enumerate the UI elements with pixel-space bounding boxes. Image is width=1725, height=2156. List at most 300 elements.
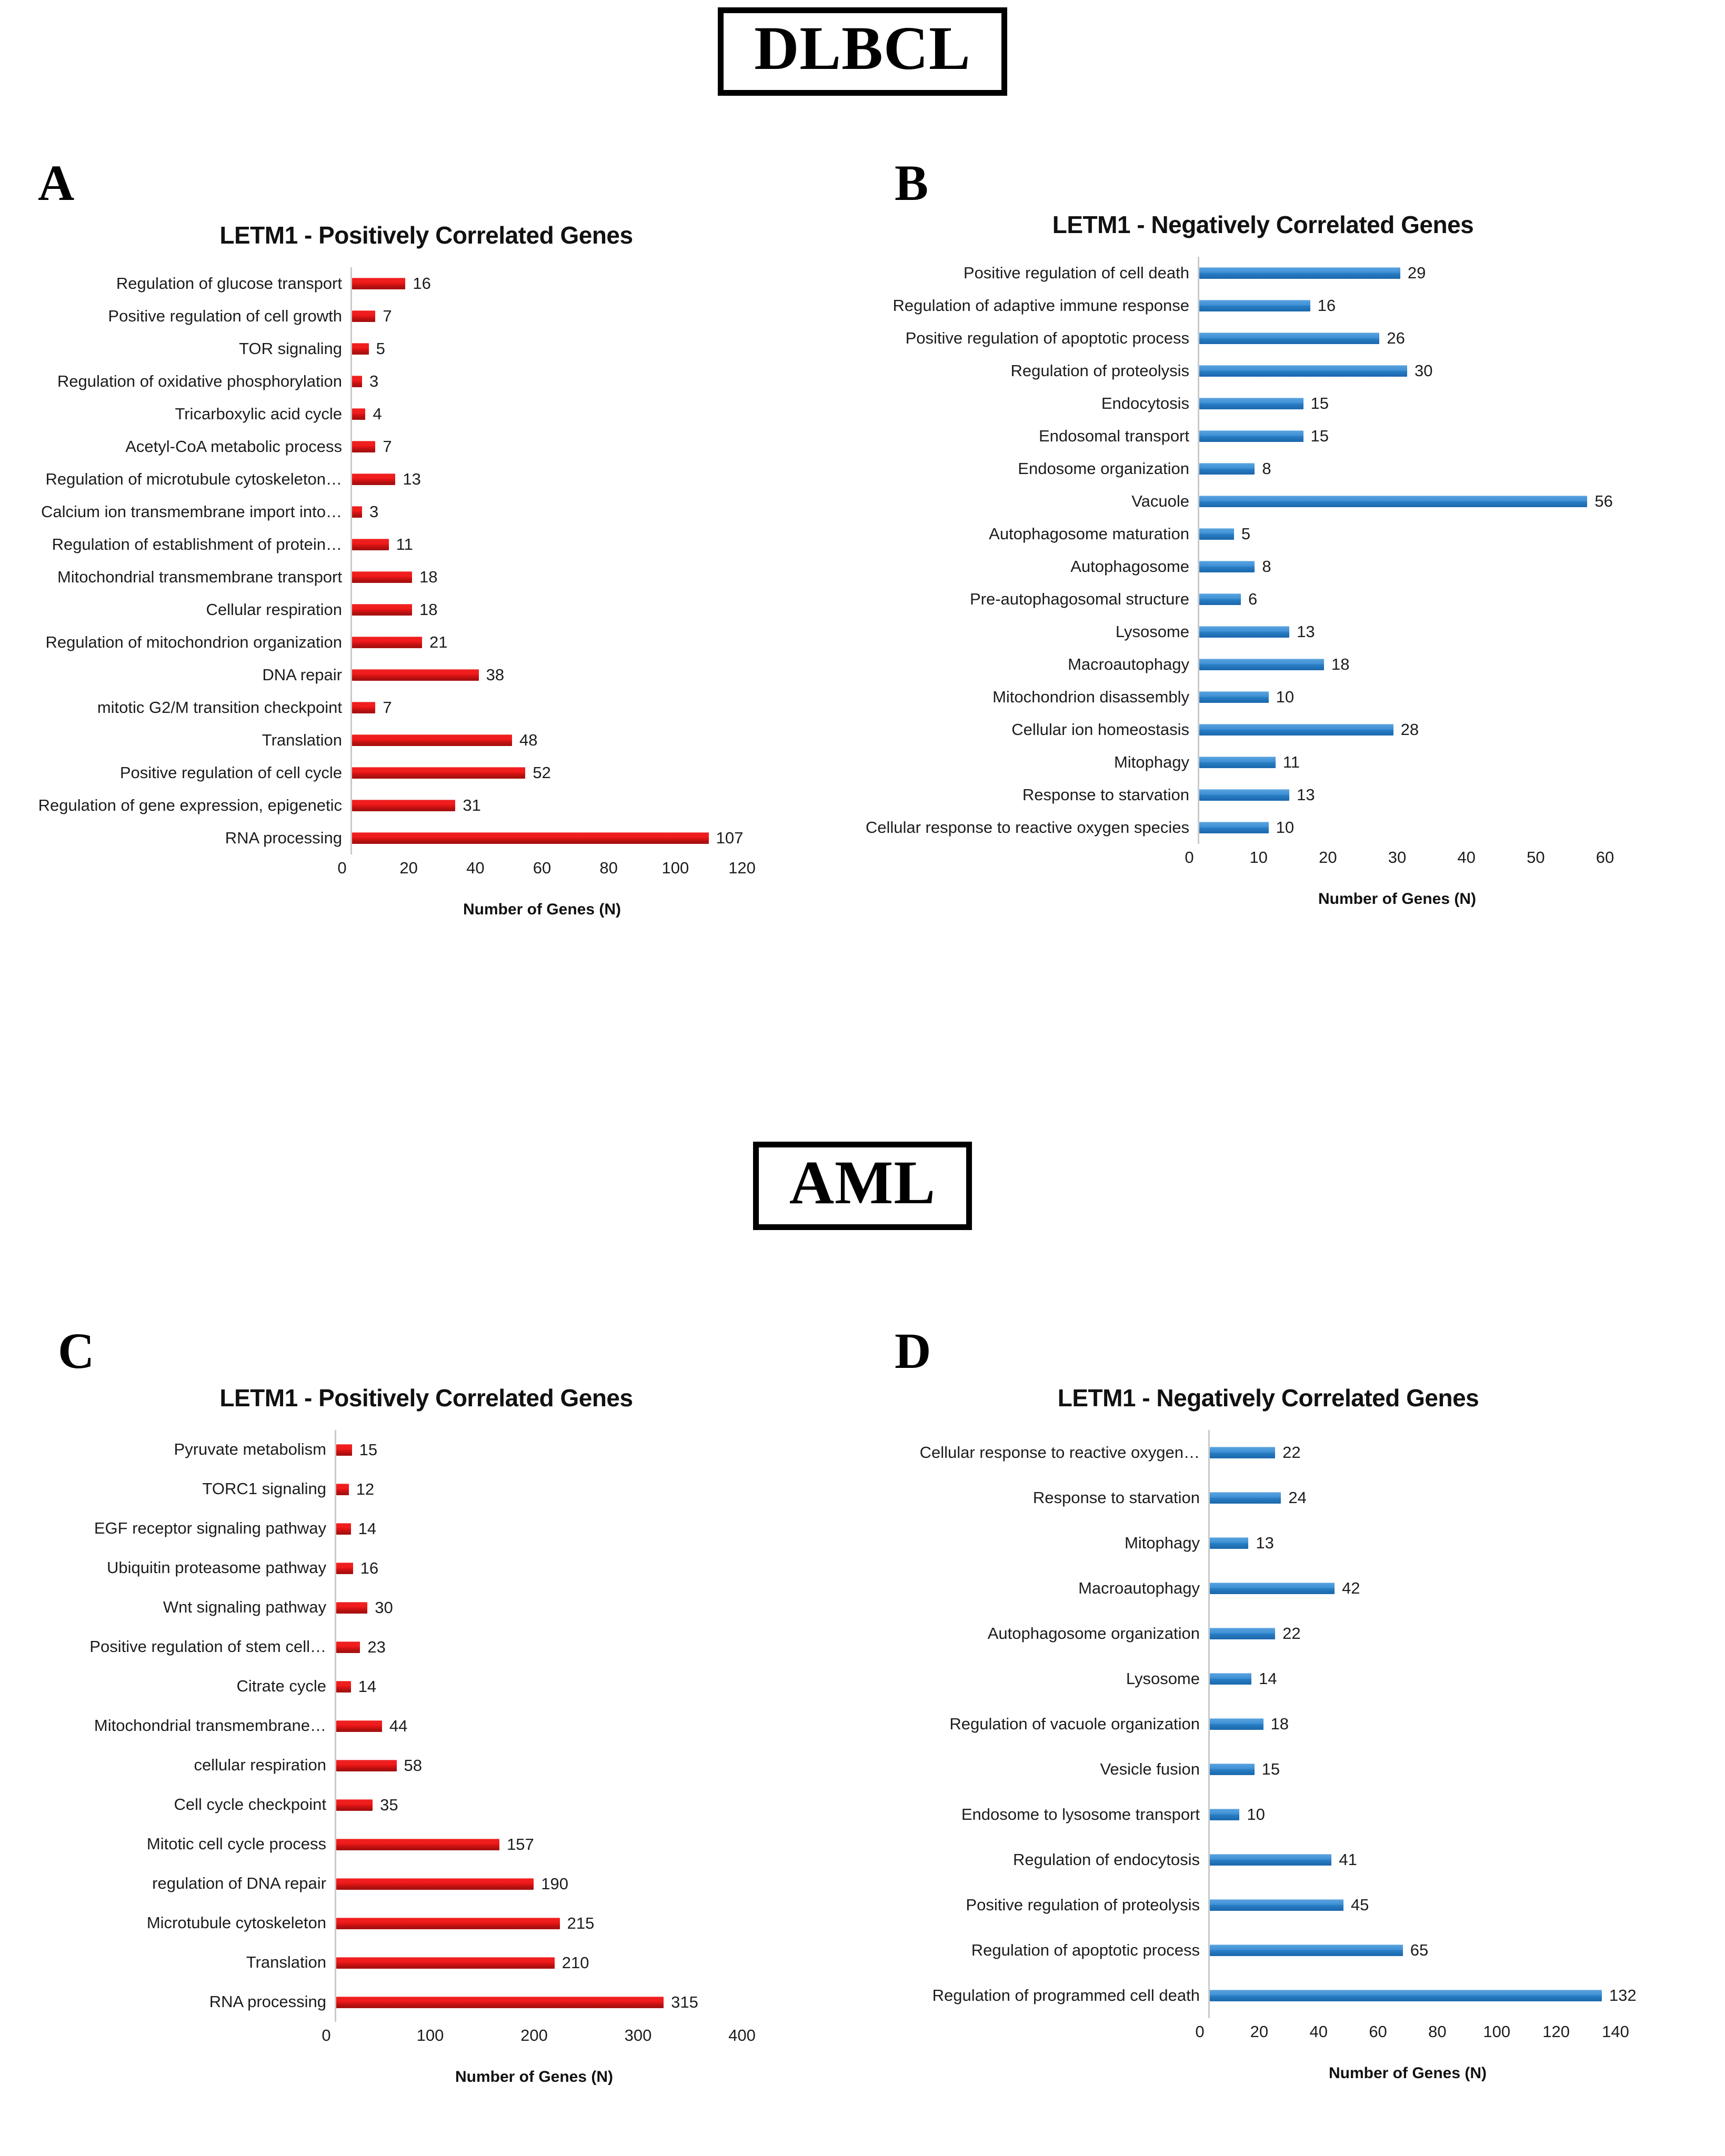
bar-category-label: regulation of DNA repair <box>152 1875 326 1893</box>
bar-track <box>350 365 821 398</box>
bar <box>1199 333 1379 344</box>
bar-track <box>350 528 821 561</box>
bar-track <box>1208 1656 1694 1701</box>
bar-row <box>32 267 821 300</box>
bar-track <box>335 1785 821 1825</box>
bar-category-label: Regulation of glucose transport <box>116 274 342 293</box>
bar-row <box>32 365 821 398</box>
bar <box>1199 300 1310 311</box>
bar <box>1199 496 1587 507</box>
bar-value-label: 190 <box>541 1874 568 1893</box>
bar-category-label: Regulation of oxidative phosphorylation <box>57 372 342 390</box>
bar-category-label: Cell cycle checkpoint <box>174 1796 326 1814</box>
bar-row <box>842 1747 1694 1792</box>
x-axis-tick-label: 100 <box>416 2026 444 2044</box>
bar-row <box>842 1928 1694 1973</box>
x-axis-tick-label: 20 <box>1319 848 1337 867</box>
bar-value-label: 7 <box>383 698 392 717</box>
bar-track <box>335 1746 821 1785</box>
bar-value-label: 21 <box>429 633 448 651</box>
chart-b-axis <box>842 844 1684 876</box>
section-header-aml <box>0 1142 1725 1230</box>
bar <box>352 539 389 550</box>
bar <box>1210 1583 1335 1594</box>
chart-d-axis-title: Number of Genes (N) <box>1328 2064 1487 2082</box>
bar-track <box>1198 485 1684 518</box>
bar-track <box>1198 713 1684 746</box>
bar-track <box>1208 1701 1694 1747</box>
bar <box>352 278 405 289</box>
bar-track <box>1198 322 1684 355</box>
section-header-dlbcl <box>0 7 1725 96</box>
bar-value-label: 18 <box>1331 655 1350 673</box>
chart-b-rows <box>842 257 1684 844</box>
bar <box>1199 691 1269 703</box>
bar-row <box>842 420 1684 452</box>
bar-value-label: 38 <box>486 666 505 684</box>
bar-category-label: Endocytosis <box>1101 394 1189 412</box>
bar-track <box>1208 1973 1694 2018</box>
bar-value-label: 13 <box>1297 785 1315 804</box>
bar-value-label: 18 <box>1270 1715 1289 1733</box>
bar-track <box>350 398 821 430</box>
bar-category-label: Cellular ion homeostasis <box>1011 720 1189 739</box>
bar-row <box>842 1566 1694 1611</box>
bar <box>352 473 395 485</box>
chart-panel-b <box>842 210 1684 908</box>
bar-track <box>350 333 821 365</box>
bar-category-label: Acetyl-CoA metabolic process <box>125 437 342 456</box>
bar-row <box>842 779 1684 811</box>
bar-category-label: TOR signaling <box>239 339 342 358</box>
bar-track <box>335 1825 821 1864</box>
bar <box>336 1641 360 1653</box>
x-axis-tick-label: 50 <box>1527 848 1545 867</box>
bar-row <box>32 1785 821 1825</box>
panel-letter-a: A <box>38 155 75 211</box>
bar-row <box>32 593 821 626</box>
bar-track <box>335 1982 821 2022</box>
aml-title-box <box>753 1142 972 1230</box>
x-axis-tick-label: 140 <box>1602 2022 1629 2041</box>
bar-value-label: 13 <box>1256 1534 1274 1552</box>
bar <box>1210 1945 1403 1956</box>
x-axis-tick-label: 0 <box>1185 848 1194 867</box>
bar-category-label: Lysosome <box>1115 622 1189 641</box>
bar <box>1199 365 1407 377</box>
bar <box>1199 267 1400 279</box>
bar-row <box>32 1825 821 1864</box>
bar-value-label: 16 <box>413 274 431 293</box>
bar <box>352 832 709 844</box>
bar-category-label: Response to starvation <box>1032 1488 1200 1507</box>
bar-category-label: Lysosome <box>1126 1669 1200 1688</box>
bar-value-label: 45 <box>1350 1896 1369 1914</box>
bar <box>352 441 375 452</box>
x-axis-tick-label: 80 <box>599 859 618 877</box>
bar-value-label: 210 <box>561 1953 589 1972</box>
bar-row <box>32 1509 821 1548</box>
bar-track <box>1198 355 1684 387</box>
x-axis-tick-label: 100 <box>1483 2022 1511 2041</box>
bar-value-label: 16 <box>360 1558 379 1577</box>
bar-value-label: 5 <box>376 339 385 358</box>
bar-row <box>32 561 821 593</box>
bar-row <box>842 257 1684 289</box>
bar-track <box>1208 1611 1694 1656</box>
bar-row <box>32 1706 821 1746</box>
chart-b-axis-title: Number of Genes (N) <box>1318 890 1477 908</box>
bar-category-label: Citrate cycle <box>236 1677 326 1696</box>
bar <box>1199 822 1269 833</box>
bar-track <box>1198 583 1684 616</box>
bar-row <box>32 333 821 365</box>
bar-row <box>842 1430 1694 1475</box>
bar <box>1199 398 1303 409</box>
chart-a-rows <box>32 267 821 854</box>
bar-row <box>32 1667 821 1706</box>
bar-value-label: 48 <box>519 731 538 749</box>
bar-category-label: Positive regulation of stem cell… <box>89 1638 326 1656</box>
bar-value-label: 7 <box>383 307 392 325</box>
bar <box>352 767 525 779</box>
bar-row <box>32 626 821 659</box>
bar <box>336 1799 373 1811</box>
bar-value-label: 18 <box>419 568 438 586</box>
chart-a-axis-title: Number of Genes (N) <box>463 901 621 918</box>
bar-category-label: Cellular response to reactive oxygen species <box>865 818 1189 837</box>
bar-row <box>842 746 1684 779</box>
bar <box>1210 1537 1248 1549</box>
bar <box>336 1602 367 1614</box>
bar-row <box>32 789 821 822</box>
bar-value-label: 30 <box>375 1598 393 1617</box>
bar-row <box>32 724 821 757</box>
bar-track <box>1198 811 1684 844</box>
bar <box>1210 1899 1343 1911</box>
x-axis-tick-label: 60 <box>533 859 551 877</box>
bar-row <box>842 1656 1694 1701</box>
bar <box>1199 626 1289 638</box>
bar-category-label: Regulation of endocytosis <box>1012 1850 1200 1869</box>
bar <box>352 604 412 616</box>
bar <box>1199 593 1241 605</box>
bar-category-label: Endosome to lysosome transport <box>961 1805 1200 1823</box>
bar-category-label: Macroautophagy <box>1078 1579 1200 1597</box>
bar-track <box>335 1430 821 1469</box>
bar-category-label: Regulation of mitochondrion organization <box>45 633 342 651</box>
x-axis-tick-label: 30 <box>1388 848 1407 867</box>
bar-value-label: 5 <box>1241 525 1251 543</box>
bar-row <box>842 681 1684 713</box>
bar-category-label: Regulation of apoptotic process <box>971 1941 1200 1959</box>
x-axis-tick-label: 0 <box>1195 2022 1205 2041</box>
bar-track <box>335 1943 821 1982</box>
bar-row <box>32 691 821 724</box>
bar-track <box>1198 746 1684 779</box>
panel-letter-b: B <box>895 155 929 211</box>
bar-row <box>32 398 821 430</box>
x-axis-tick-label: 80 <box>1428 2022 1447 2041</box>
bar <box>1199 430 1303 442</box>
bar-value-label: 52 <box>533 763 551 782</box>
bar <box>1210 1628 1275 1639</box>
bar-category-label: Response to starvation <box>1022 785 1189 804</box>
bar <box>1199 463 1255 475</box>
bar-category-label: Mitophagy <box>1124 1534 1200 1552</box>
bar-row <box>32 822 821 854</box>
bar-category-label: RNA processing <box>225 829 342 847</box>
bar-value-label: 157 <box>507 1835 534 1853</box>
bar <box>1199 659 1324 670</box>
bar <box>1199 561 1255 572</box>
bar-row <box>32 1548 821 1588</box>
bar-row <box>842 289 1684 322</box>
bar-value-label: 7 <box>383 437 392 456</box>
bar-track <box>335 1903 821 1943</box>
bar <box>336 1957 555 1969</box>
bar <box>1210 1990 1602 2001</box>
bar-track <box>350 626 821 659</box>
bar-row <box>842 485 1684 518</box>
bar-track <box>350 822 821 854</box>
bar-row <box>32 659 821 691</box>
bar <box>352 310 375 322</box>
bar-value-label: 4 <box>373 405 382 423</box>
x-axis-tick-label: 120 <box>1542 2022 1570 2041</box>
chart-c-title: LETM1 - Positively Correlated Genes <box>219 1384 633 1412</box>
bar-row <box>32 496 821 528</box>
bar-category-label: cellular respiration <box>194 1756 326 1775</box>
bar-value-label: 8 <box>1262 459 1271 478</box>
bar-category-label: Positive regulation of cell death <box>963 264 1189 282</box>
bar-track <box>1198 779 1684 811</box>
bar-track <box>350 496 821 528</box>
bar-row <box>32 1469 821 1509</box>
bar-track <box>1208 1475 1694 1520</box>
bar-track <box>1198 648 1684 681</box>
bar-value-label: 11 <box>396 535 413 553</box>
x-axis-tick-label: 200 <box>520 2026 548 2044</box>
bar <box>336 1918 560 1929</box>
bar-track <box>1208 1792 1694 1837</box>
chart-a-plot <box>32 267 821 919</box>
bar-row <box>842 1792 1694 1837</box>
bar-category-label: Endosomal transport <box>1038 427 1189 445</box>
bar-value-label: 42 <box>1342 1579 1360 1597</box>
bar <box>336 1878 534 1890</box>
bar-value-label: 30 <box>1415 361 1433 380</box>
x-axis-tick-label: 100 <box>661 859 689 877</box>
bar-category-label: Mitochondrion disassembly <box>992 688 1189 706</box>
chart-panel-d <box>842 1384 1694 2082</box>
bar-value-label: 44 <box>389 1716 408 1735</box>
bar-track <box>335 1627 821 1667</box>
bar-category-label: EGF receptor signaling pathway <box>94 1519 326 1538</box>
bar-category-label: RNA processing <box>209 1993 326 2011</box>
bar <box>352 734 512 746</box>
bar-row <box>842 648 1684 681</box>
bar-value-label: 56 <box>1594 492 1613 510</box>
bar-value-label: 23 <box>367 1637 386 1656</box>
bar <box>352 343 369 355</box>
x-axis-tick-label: 40 <box>466 859 485 877</box>
bar <box>336 1839 499 1850</box>
bar-track <box>335 1864 821 1903</box>
bar <box>336 1760 397 1771</box>
bar-row <box>842 616 1684 648</box>
bar-category-label: Mitochondrial transmembrane transport <box>57 568 342 586</box>
bar-category-label: Ubiquitin proteasome pathway <box>106 1559 326 1577</box>
bar-category-label: Pyruvate metabolism <box>174 1440 326 1459</box>
bar-category-label: Cellular respiration <box>206 600 342 619</box>
bar-value-label: 15 <box>1310 427 1329 445</box>
bar-category-label: Translation <box>262 731 342 749</box>
bar <box>352 669 479 681</box>
bar-track <box>350 789 821 822</box>
bar-value-label: 8 <box>1262 557 1271 576</box>
bar-track <box>350 724 821 757</box>
bar-track <box>1198 387 1684 420</box>
x-axis-tick-label: 60 <box>1369 2022 1387 2041</box>
bar-value-label: 315 <box>671 1992 698 2011</box>
bar-category-label: Mitotic cell cycle process <box>146 1835 326 1853</box>
bar-value-label: 14 <box>358 1519 377 1538</box>
bar <box>352 800 455 811</box>
bar-row <box>32 463 821 496</box>
bar-category-label: Autophagosome <box>1070 557 1189 576</box>
bar <box>1199 528 1234 540</box>
chart-d-plot <box>842 1430 1694 2082</box>
bar-track <box>1198 452 1684 485</box>
bar-category-label: Autophagosome organization <box>987 1624 1200 1643</box>
bar-track <box>1198 257 1684 289</box>
bar-value-label: 31 <box>463 796 481 814</box>
bar <box>352 702 375 713</box>
bar-track <box>350 691 821 724</box>
bar-category-label: Mitophagy <box>1114 753 1189 771</box>
dlbcl-title-box <box>718 7 1007 96</box>
bar-track <box>335 1588 821 1627</box>
bar <box>352 637 422 648</box>
bar-value-label: 24 <box>1288 1488 1307 1507</box>
bar-value-label: 107 <box>716 829 744 847</box>
bar-value-label: 28 <box>1400 720 1419 739</box>
x-axis-tick-label: 60 <box>1596 848 1614 867</box>
bar-value-label: 22 <box>1282 1624 1301 1643</box>
x-axis-tick-label: 300 <box>624 2026 652 2044</box>
bar-category-label: TORC1 signaling <box>202 1480 326 1498</box>
bar-category-label: Microtubule cytoskeleton <box>146 1914 326 1932</box>
bar-category-label: Calcium ion transmembrane import into… <box>41 502 342 521</box>
bar-track <box>1198 518 1684 550</box>
bar-row <box>842 1475 1694 1520</box>
bar-value-label: 26 <box>1387 329 1405 347</box>
panel-letter-c: C <box>58 1323 95 1379</box>
bar-row <box>842 387 1684 420</box>
bar-row <box>842 322 1684 355</box>
bar-row <box>842 355 1684 387</box>
bar <box>336 1563 353 1574</box>
x-axis-tick-label: 40 <box>1457 848 1476 867</box>
chart-c-axis <box>32 2022 821 2054</box>
bar-row <box>32 757 821 789</box>
bar-value-label: 12 <box>356 1479 375 1498</box>
bar <box>352 408 365 420</box>
chart-d-title: LETM1 - Negatively Correlated Genes <box>1057 1384 1479 1412</box>
bar-row <box>842 1611 1694 1656</box>
bar-value-label: 215 <box>567 1913 595 1932</box>
x-axis-tick-label: 120 <box>728 859 756 877</box>
bar <box>336 1523 351 1535</box>
bar <box>1199 757 1276 768</box>
bar-row <box>842 1520 1694 1566</box>
bar-value-label: 29 <box>1407 264 1426 282</box>
bar-category-label: Positive regulation of apoptotic process <box>905 329 1189 347</box>
chart-c-rows <box>32 1430 821 2022</box>
bar-category-label: Regulation of adaptive immune response <box>892 296 1189 315</box>
bar-value-label: 18 <box>419 600 438 619</box>
bar-track <box>1208 1928 1694 1973</box>
bar-category-label: Regulation of programmed cell death <box>932 1986 1200 2004</box>
bar-category-label: DNA repair <box>262 666 342 684</box>
x-axis-tick-label: 10 <box>1249 848 1268 867</box>
bar-value-label: 15 <box>1261 1760 1280 1778</box>
bar <box>1210 1447 1275 1458</box>
bar-value-label: 14 <box>358 1677 377 1696</box>
panel-letter-d: D <box>895 1323 931 1379</box>
bar <box>336 1681 351 1692</box>
bar-value-label: 41 <box>1339 1850 1357 1869</box>
bar-category-label: Macroautophagy <box>1068 655 1189 673</box>
bar-row <box>32 1943 821 1982</box>
bar-row <box>842 811 1684 844</box>
bar-track <box>350 267 821 300</box>
chart-a-title: LETM1 - Positively Correlated Genes <box>219 221 633 249</box>
bar-row <box>842 1837 1694 1882</box>
bar-row <box>842 1973 1694 2018</box>
bar-row <box>32 1627 821 1667</box>
bar <box>1199 789 1289 801</box>
bar <box>336 1720 382 1732</box>
bar-row <box>842 583 1684 616</box>
bar-value-label: 13 <box>403 470 421 488</box>
chart-c-plot <box>32 1430 821 2086</box>
bar <box>352 571 412 583</box>
bar-value-label: 10 <box>1276 688 1295 706</box>
bar-value-label: 58 <box>404 1756 423 1775</box>
bar-row <box>32 1982 821 2022</box>
chart-b-title: LETM1 - Negatively Correlated Genes <box>1052 211 1474 238</box>
bar-track <box>1208 1747 1694 1792</box>
bar <box>1210 1854 1331 1866</box>
x-axis-tick-label: 0 <box>337 859 347 877</box>
bar-track <box>350 463 821 496</box>
bar-category-label: Translation <box>246 1953 326 1972</box>
bar-track <box>335 1509 821 1548</box>
bar-value-label: 35 <box>380 1795 398 1814</box>
bar-row <box>842 518 1684 550</box>
bar-category-label: Endosome organization <box>1018 459 1189 478</box>
bar-category-label: Vacuole <box>1131 492 1189 510</box>
bar-category-label: Regulation of establishment of protein… <box>52 535 342 553</box>
x-axis-tick-label: 0 <box>322 2026 331 2044</box>
bar-row <box>32 430 821 463</box>
chart-c-axis-title: Number of Genes (N) <box>455 2068 614 2086</box>
bar-track <box>335 1667 821 1706</box>
bar-track <box>1198 616 1684 648</box>
dlbcl-title-text: DLBCL <box>754 14 971 83</box>
